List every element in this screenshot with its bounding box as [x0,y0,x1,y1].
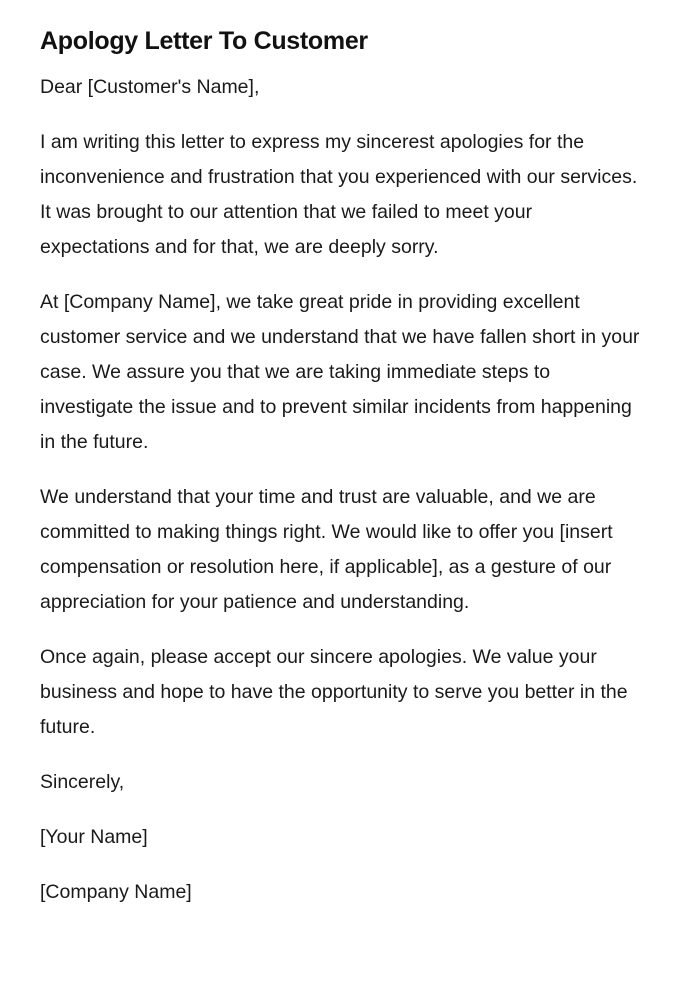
closing: Sincerely, [40,771,125,793]
signature-name: [Your Name] [40,826,148,848]
document-title: Apology Letter To Customer [40,27,368,55]
signature-company: [Company Name] [40,881,192,903]
letter-page [40,24,640,930]
body-paragraph-4: Once again, please accept our sincere apologies. We value your business and hope to have the opportunity to serve you better in the future. [40,646,628,738]
body-paragraph-2: At [Company Name], we take great pride in providing excellent customer service and we understand that we have fallen short in your case. We assure you that we are taking immediate steps to investigate the issue and to prevent similar incidents from happening in the future. [40,291,640,453]
body-paragraph-3: We understand that your time and trust are valuable, and we are committed to making things right. We would like to offer you [insert compensation or resolution here, if applicable], as a gesture of our appreciation for your patience and understanding. [40,486,613,613]
greeting: Dear [Customer's Name], [40,76,260,98]
body-paragraph-1: I am writing this letter to express my sincerest apologies for the inconvenience and frustration that you experienced with our services. It was brought to our attention that we failed to meet your expectations and for that, we are deeply sorry. [40,131,638,258]
